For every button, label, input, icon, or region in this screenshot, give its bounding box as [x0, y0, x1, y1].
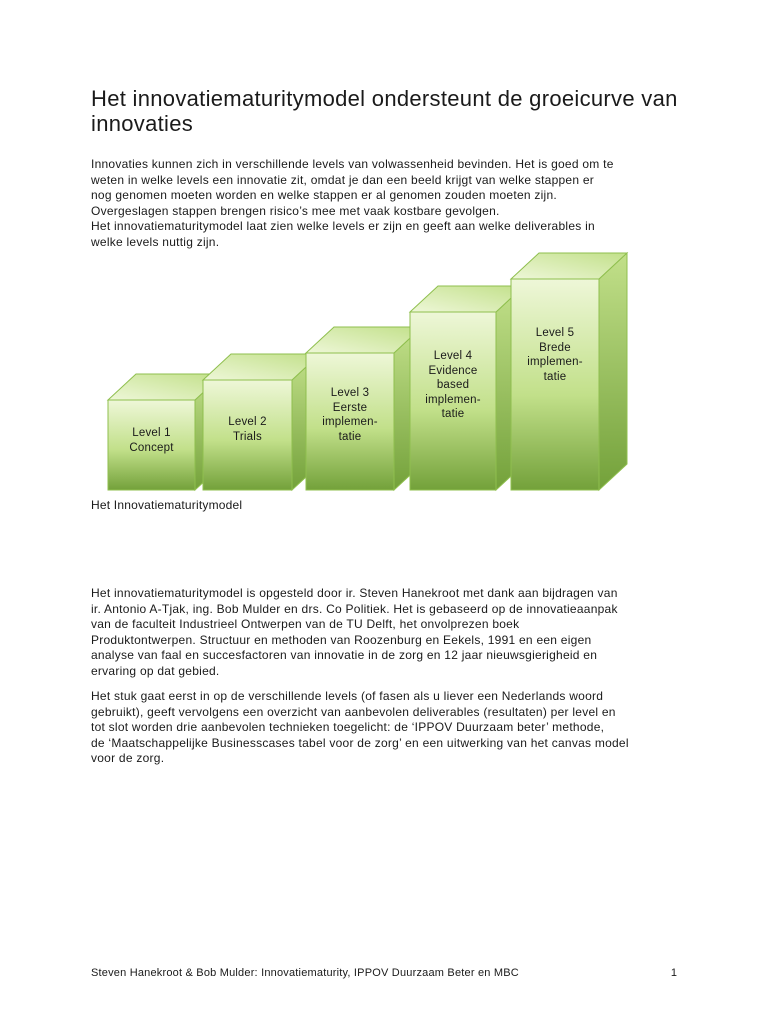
body-line: Het innovatiematuritymodel is opgesteld door ir. Steven Hanekroot met dank aan bijdragen van	[91, 586, 618, 600]
body-line: Het stuk gaat eerst in op de verschillende levels (of fasen als u liever een Nederlands woord	[91, 689, 604, 703]
page-number: 1	[670, 967, 677, 979]
level-label-line: based	[436, 379, 470, 391]
level-label-line: implemen-	[527, 356, 583, 368]
body-line: de ‘Maatschappelijke Businesscases tabel voor de zorg’ en een uitwerking van het canvas model	[91, 735, 629, 750]
page-footer: Steven Hanekroot & Bob Mulder: Innovatiematurity, IPPOV Duurzaam Beter en MBC	[91, 967, 519, 979]
level-1-label	[108, 426, 195, 455]
level-label-line: Eerste	[332, 401, 368, 414]
body-paragraph-1	[91, 586, 691, 679]
level-label-line: Level 1	[132, 427, 171, 439]
intro-line: Innovaties kunnen zich in verschillende levels van volwassenheid bevinden. Het is goed om te	[91, 157, 614, 171]
level-label-line: implemen-	[322, 416, 378, 428]
body-line: ervaring op dat gebied.	[91, 663, 220, 678]
intro-paragraph	[91, 157, 691, 250]
level-label-line: Trials	[233, 430, 262, 443]
level-label-line: Level 3	[330, 387, 370, 399]
body-line: van de faculteit Industrieel Ontwerpen van de TU Delft, het onvolprezen boek	[91, 617, 520, 631]
level-label-line: tatie	[441, 408, 465, 420]
intro-line: nog genomen moeten worden en welke stappen er al genomen zouden moeten zijn.	[91, 188, 557, 202]
level-label-line: Level 4	[433, 350, 473, 362]
body-paragraph-2	[91, 689, 691, 767]
level-label-line: tatie	[338, 430, 362, 443]
level-5-label	[511, 326, 599, 384]
intro-line: Overgeslagen stappen brengen risico’s mee met vaak kostbare gevolgen.	[91, 203, 500, 218]
level-4-label	[410, 349, 496, 422]
level-2-label	[203, 415, 292, 444]
level-label-line: tatie	[543, 370, 567, 383]
body-line: tot slot worden drie aanbevolen technieken toegelicht: de ‘IPPOV Duurzaam beter’ methode,	[91, 720, 605, 734]
level-label-line: implemen-	[425, 393, 481, 406]
document-title: Het innovatiematuritymodel ondersteunt de groeicurve van innovaties	[91, 86, 678, 136]
intro-line: welke levels nuttig zijn.	[91, 234, 220, 249]
level-label-line: Level 5	[535, 327, 575, 339]
intro-line: weten in welke levels een innovatie zit, omdat je dan een beeld krijgt van welke stappen er	[91, 172, 595, 187]
body-line: Produktontwerpen. Structuur en methoden van Roozenburg en Eekels, 1991 en een eigen	[91, 632, 592, 647]
level-label-line: Brede	[539, 341, 571, 354]
body-line: voor de zorg.	[91, 751, 165, 765]
level-3-label	[306, 386, 394, 444]
maturity-model-figure	[105, 250, 635, 494]
body-line: ir. Antonio A-Tjak, ing. Bob Mulder en drs. Co Politiek. Het is gebaseerd op de innovatieaanpak	[91, 601, 618, 616]
level-label-line: Level 2	[228, 416, 267, 428]
level-5-front	[511, 279, 599, 490]
level-label-line: Concept	[129, 441, 174, 454]
level-5-side	[599, 253, 627, 490]
body-line: analyse van faal en succesfactoren van innovatie in de zorg en 12 jaar nieuwsgierigheid en	[91, 648, 598, 662]
body-line: gebruikt), geeft vervolgens een overzicht van aanbevolen deliverables (resultaten) per level en	[91, 704, 616, 719]
level-label-line: Evidence	[428, 364, 478, 377]
intro-line: Het innovatiematuritymodel laat zien welke levels er zijn en geeft aan welke deliverables in	[91, 219, 595, 233]
figure-caption: Het Innovatiematuritymodel	[91, 498, 243, 512]
